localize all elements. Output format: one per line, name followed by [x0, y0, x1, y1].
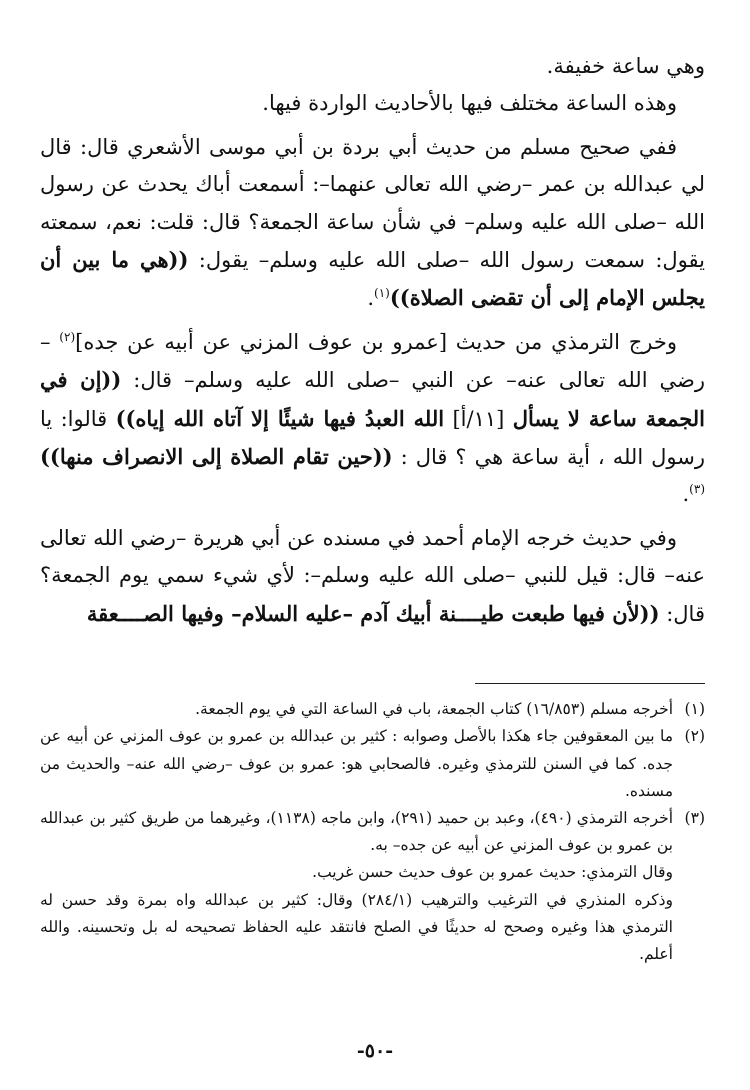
- paragraph-5-text: وفي حديث خرجه الإمام أحمد في مسنده عن أبي هريرة –رضي الله تعالى عنه– قال: قيل للنبي –صلى الله عليه وسلم–: لأي شيء سمي يوم الجمعة؟ قال:: [40, 525, 705, 626]
- paragraph-5: [40, 520, 705, 633]
- page-number: -٥٠-: [356, 1040, 394, 1062]
- hadith-quote-2a: ((إن في الجمعة ساعة لا يسأل: [40, 367, 706, 431]
- hadith-quote-2b: الله العبدُ فيها شيئًا إلا آتاه الله إياه)): [115, 405, 445, 431]
- footnote-divider: [475, 683, 705, 684]
- footnote-1-text: أخرجه مسلم (١٦/٨٥٣) كتاب الجمعة، باب في الساعة التي في يوم الجمعة.: [195, 700, 673, 719]
- footnote-3-line-3: وذكره المنذري في الترغيب والترهيب (٢٨٤/١) وقال: كثير بن عبدالله واه بمرة وقد حسن له الترمذي هذا وغيره وصحح له حديثًا في الصلح فانتقد عليه الحفاظ تصحيحه له بل وتحسينه. والله أعلم.: [40, 890, 673, 963]
- footnote-2-text: ما بين المعقوفين جاء هكذا بالأصل وصوابه : كثير بن عبدالله بن عمرو بن عوف المزني عن أبيه عن جده. كما في السنن للترمذي وغيره. فالصحابي هو: عمرو بن عوف –رضي الله عنه– والحديث من مسنده.: [40, 727, 673, 800]
- paragraph-4-text-2: –رضي الله تعالى عنه– عن النبي –صلى الله عليه وسلم– قال:: [40, 329, 705, 393]
- hadith-quote-3: ((حين تقام الصلاة إلى الانصراف منها)): [40, 444, 393, 470]
- footnote-3-line-2: وقال الترمذي: حديث عمرو بن عوف حديث حسن غريب.: [312, 863, 673, 882]
- footnote-divider-wrap: [40, 657, 705, 684]
- paragraph-3-text: ففي صحيح مسلم من حديث أبي بردة بن أبي موسى الأشعري قال: قال لي عبدالله بن عمر –رضي الله تعالى عنهما–: أسمعت أباك يحدث عن رسول الله –صلى الله عليه وسلم– في شأن ساعة الجمعة؟ قال: قلت: نعم، سمعته يقول: سمعت رسول الله –صلى الله عليه وسلم– يقول:: [40, 134, 705, 273]
- paragraph-1-text: وهي ساعة خفيفة.: [546, 54, 705, 78]
- manuscript-folio-marker: [١١/أ]: [444, 406, 513, 431]
- hadith-quote-4: ((لأن فيها طبعت طيــــنة أبيك آدم –عليه السلام– وفيها الصــــعقة: [86, 600, 660, 626]
- paragraph-1: [40, 48, 705, 85]
- footnote-ref-2[interactable]: (٢): [59, 329, 76, 344]
- footnote-3: [40, 805, 705, 968]
- footnote-3-number: (٣): [684, 808, 705, 827]
- footnote-ref-3[interactable]: (٣): [689, 482, 705, 497]
- footnote-ref-1[interactable]: (١): [374, 286, 390, 301]
- paragraph-2: [40, 85, 705, 122]
- main-text: [40, 48, 705, 633]
- footnote-2: [40, 723, 705, 805]
- footnotes: [40, 696, 705, 968]
- hadith-quote-1: ((هي ما بين أن يجلس الإمام إلى أن تقضى الصلاة)): [40, 247, 705, 311]
- paragraph-2-text: وهذه الساعة مختلف فيها بالأحاديث الواردة فيها.: [262, 91, 677, 116]
- paragraph-3-end: .: [367, 286, 374, 311]
- paragraph-4-text-3: قالوا: يا رسول الله ، أية ساعة هي ؟ قال :: [40, 406, 706, 470]
- paragraph-4-end: .: [682, 482, 690, 507]
- footnote-3-line-1: أخرجه الترمذي (٤٩٠)، وعبد بن حميد (٢٩١)، وابن ماجه (١١٣٨)، وغيرهما من طريق كثير بن عبدالله بن عمرو بن عوف المزني عن أبيه عن جده– به.: [40, 808, 674, 855]
- footnote-2-number: (٢): [684, 727, 705, 746]
- footnote-1: [40, 696, 705, 723]
- paragraph-4-text-1: وخرج الترمذي من حديث [عمرو بن عوف المزني عن أبيه عن جده]: [75, 329, 677, 354]
- paragraph-4: [40, 324, 705, 514]
- paragraph-3: [40, 129, 705, 318]
- footnote-1-number: (١): [684, 700, 705, 719]
